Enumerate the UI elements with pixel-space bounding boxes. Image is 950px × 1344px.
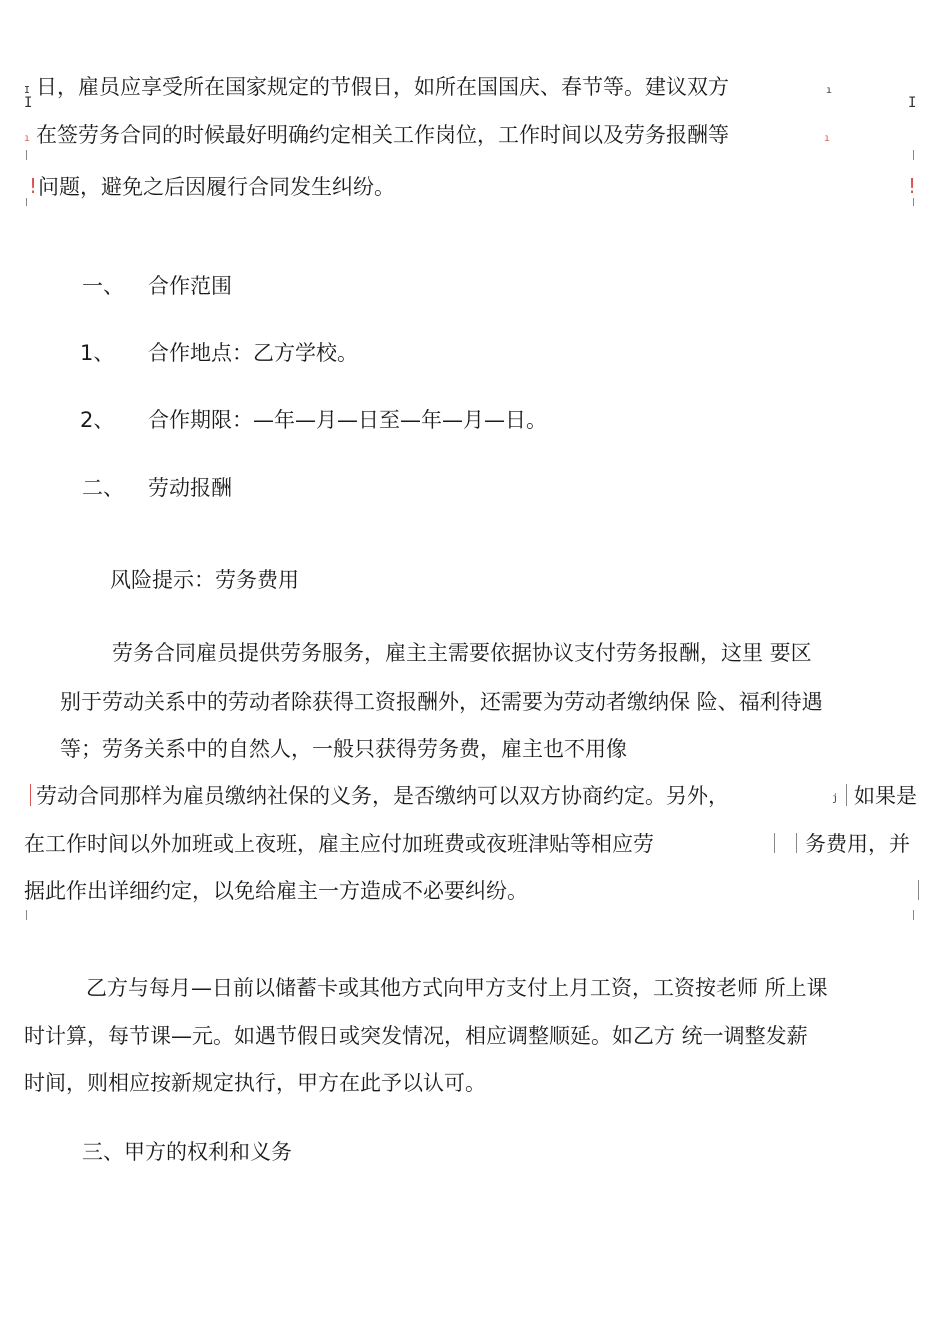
- section-number: 二、: [82, 476, 124, 500]
- box-corner-mark: !: [27, 174, 40, 198]
- box-border: [30, 784, 31, 806]
- item-number: 1、: [80, 341, 115, 365]
- box-border: [913, 910, 914, 920]
- risk-title: 风险提示：劳务费用: [110, 568, 299, 592]
- box-border: [913, 198, 914, 206]
- paragraph-line: 等；劳务关系中的自然人，一般只获得劳务费，雇主也不用像: [60, 737, 627, 761]
- item-text: 合作地点：乙方学校。: [148, 341, 358, 365]
- paragraph-line: 务费用，并: [805, 832, 910, 856]
- section-heading: 合作范围: [148, 274, 232, 298]
- box-corner-mark: I: [908, 95, 917, 111]
- box-corner-mark: j: [832, 793, 839, 804]
- box-border: [846, 784, 847, 806]
- paragraph-line: 别于劳动关系中的劳动者除获得工资报酬外，还需要为劳动者缴纳保 险、福利待遇: [60, 690, 823, 714]
- paragraph-line: 问题，避免之后因履行合同发生纠纷。: [38, 175, 395, 199]
- box-border: [774, 833, 775, 853]
- paragraph-line: 据此作出详细约定，以免给雇主一方造成不必要纠纷。: [24, 879, 528, 903]
- box-corner-mark: I: [24, 95, 33, 111]
- box-corner-mark: ı: [824, 133, 831, 144]
- box-border: [918, 880, 919, 900]
- paragraph-line: 日，雇员应享受所在国家规定的节假日，如所在国国庆、春节等。建议双方: [36, 75, 729, 99]
- box-border: [796, 833, 797, 853]
- section-number: 一、: [82, 274, 124, 298]
- paragraph-line: 劳动合同那样为雇员缴纳社保的义务，是否缴纳可以双方协商约定。另外，: [36, 784, 729, 808]
- paragraph-line: 劳务合同雇员提供劳务服务，雇主主需要依据协议支付劳务报酬，这里 要区: [112, 641, 812, 665]
- paragraph-line: 乙方与每月—日前以储蓄卡或其他方式向甲方支付上月工资，工资按老师 所上课: [86, 976, 828, 1000]
- box-corner-mark: !: [906, 174, 919, 198]
- section-heading: 三、甲方的权利和义务: [82, 1140, 292, 1164]
- paragraph-line: 在工作时间以外加班或上夜班，雇主应付加班费或夜班津贴等相应劳: [24, 832, 654, 856]
- box-border: [913, 150, 914, 160]
- box-corner-mark: ı: [24, 133, 31, 144]
- box-border: [26, 150, 27, 160]
- item-text: 合作期限：—年—月—日至—年—月—日。: [148, 408, 547, 432]
- paragraph-line: 如果是: [854, 784, 917, 808]
- paragraph-line: 时间，则相应按新规定执行，甲方在此予以认可。: [24, 1071, 486, 1095]
- item-number: 2、: [80, 408, 115, 432]
- box-border: [26, 198, 27, 206]
- section-heading: 劳动报酬: [148, 476, 232, 500]
- box-corner-mark: I: [24, 85, 31, 96]
- box-corner-mark: ı: [826, 85, 833, 96]
- paragraph-line: 时计算，每节课—元。如遇节假日或突发情况，相应调整顺延。如乙方 统一调整发薪: [24, 1024, 808, 1048]
- paragraph-line: 在签劳务合同的时候最好明确约定相关工作岗位，工作时间以及劳务报酬等: [36, 123, 729, 147]
- box-border: [26, 910, 27, 920]
